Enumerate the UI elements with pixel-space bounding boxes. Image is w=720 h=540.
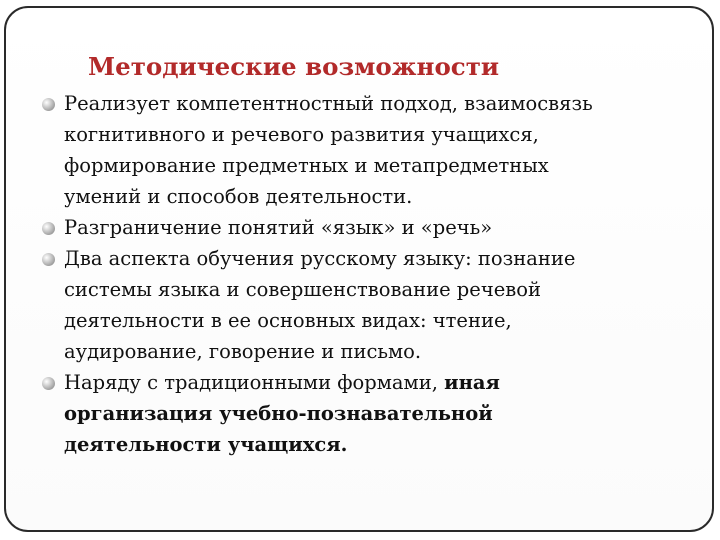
bullet-item-2 — [42, 212, 682, 243]
bullet-dot-icon — [42, 253, 55, 266]
bullet-4-line-3: деятельности учащихся. — [64, 433, 348, 456]
bullet-1-line-4: умений и способов деятельности. — [64, 185, 413, 208]
bullet-dot-icon — [42, 222, 55, 235]
bullet-item-3 — [42, 243, 682, 367]
bullet-dot-icon — [42, 377, 55, 390]
bullet-1-line-1: Реализует компетентностный подход, взаимосвязь — [64, 92, 593, 115]
slide-title: Методические возможности — [88, 52, 500, 81]
bullet-1-line-2: когнитивного и речевого развития учащихся, — [64, 123, 539, 146]
bullet-item-1 — [42, 88, 682, 212]
bullet-dot-icon — [42, 98, 55, 111]
bullet-4-bold-word: иная — [444, 371, 500, 394]
bullet-2-line-1: Разграничение понятий «язык» и «речь» — [64, 216, 493, 239]
bullet-4-normal-text: Наряду с традиционными формами, — [64, 371, 445, 394]
bullet-4-line-2: организация учебно-познавательной — [64, 402, 493, 425]
bullet-3-line-2: системы языка и совершенствование речевой — [64, 278, 541, 301]
bullet-4-line-1 — [64, 367, 682, 398]
bullet-3-line-4: аудирование, говорение и письмо. — [64, 340, 422, 363]
slide-frame — [4, 6, 714, 532]
bullet-3-line-3: деятельности в ее основных видах: чтение, — [64, 309, 512, 332]
bullet-3-line-1: Два аспекта обучения русскому языку: познание — [64, 247, 576, 270]
bullet-list — [42, 88, 682, 460]
bullet-1-line-3: формирование предметных и метапредметных — [64, 154, 549, 177]
bullet-item-4 — [42, 367, 682, 460]
